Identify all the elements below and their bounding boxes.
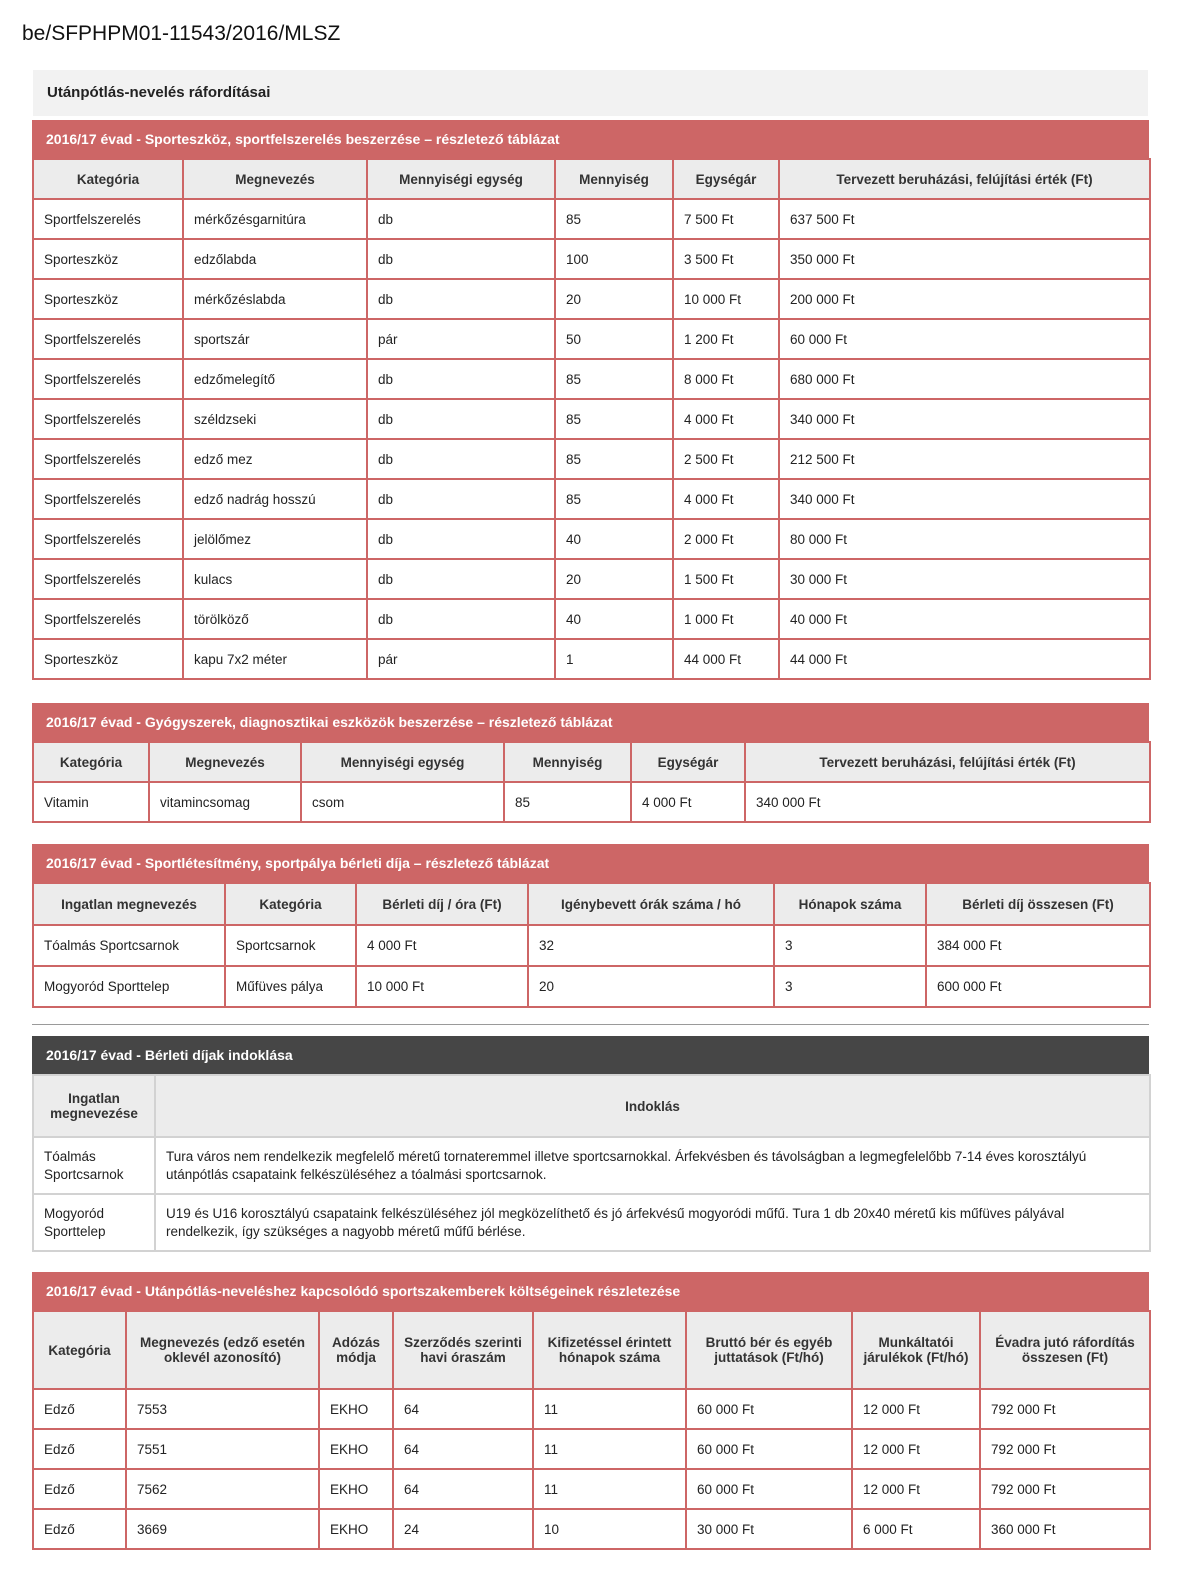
table-cell: 44 000 Ft (673, 639, 779, 679)
table-cell: 40 000 Ft (779, 599, 1150, 639)
table-cell: edzőmelegítő (183, 359, 367, 399)
table-cell: 10 000 Ft (356, 966, 528, 1007)
table-cell: 384 000 Ft (926, 925, 1150, 966)
table-cell: 2 000 Ft (673, 519, 779, 559)
table-cell: db (367, 199, 555, 239)
table-cell: pár (367, 639, 555, 679)
table-cell: Sportfelszerelés (33, 199, 183, 239)
column-header: Megnevezés (149, 742, 301, 782)
table-cell: 637 500 Ft (779, 199, 1150, 239)
table-row (33, 966, 1150, 1007)
table-cell: 60 000 Ft (779, 319, 1150, 359)
table-cell: 64 (393, 1469, 533, 1509)
table-cell: 792 000 Ft (980, 1429, 1150, 1469)
table-cell: 10 (533, 1509, 686, 1549)
column-header: Kategória (33, 742, 149, 782)
table-cell: 44 000 Ft (779, 639, 1150, 679)
table-cell: 1 500 Ft (673, 559, 779, 599)
table-cell: edző nadrág hosszú (183, 479, 367, 519)
table-cell: 7 500 Ft (673, 199, 779, 239)
table-cell: mérkőzésgarnitúra (183, 199, 367, 239)
column-header: Mennyiségi egység (367, 159, 555, 199)
table-cell: 60 000 Ft (686, 1389, 852, 1429)
table-cell: sportszár (183, 319, 367, 359)
column-header: Mennyiség (504, 742, 631, 782)
table-cell: Műfüves pálya (225, 966, 356, 1007)
column-header: Bérleti díj összesen (Ft) (926, 883, 1150, 925)
table-cell: 85 (555, 479, 673, 519)
table-cell: széldzseki (183, 399, 367, 439)
table-row (33, 199, 1150, 239)
table-cell: 24 (393, 1509, 533, 1549)
table-cell: db (367, 519, 555, 559)
column-header: Egységár (673, 159, 779, 199)
table-cell: 350 000 Ft (779, 239, 1150, 279)
table-cell: U19 és U16 korosztályú csapataink felkészüléséhez jól megközelíthető és jó árfekvésű mogyoródi műfű. Tura 1 db 20x40 méretű kis műfüves pályával rendelkezik, így szükséges a nagyobb méretű műfű bérlése. (155, 1194, 1150, 1251)
table-cell: 85 (555, 399, 673, 439)
table-cell: 20 (555, 559, 673, 599)
table-cell: db (367, 239, 555, 279)
table-cell: Sportfelszerelés (33, 599, 183, 639)
table-cell: 4 000 Ft (673, 399, 779, 439)
column-header: Bruttó bér és egyéb juttatások (Ft/hó) (686, 1311, 852, 1389)
table-cell: 1 200 Ft (673, 319, 779, 359)
table-cell: pár (367, 319, 555, 359)
table-cell: Edző (33, 1509, 126, 1549)
table-cell: EKHO (319, 1429, 393, 1469)
table-cell: 11 (533, 1429, 686, 1469)
table-cell: 85 (504, 782, 631, 822)
table-cell: 7553 (126, 1389, 319, 1429)
table-cell: db (367, 439, 555, 479)
column-header: Egységár (631, 742, 745, 782)
table-cell: edzőlabda (183, 239, 367, 279)
column-header: Mennyiség (555, 159, 673, 199)
column-header: Adózás módja (319, 1311, 393, 1389)
table-cell: Edző (33, 1429, 126, 1469)
justification-block (32, 1036, 1149, 1252)
table-cell: 680 000 Ft (779, 359, 1150, 399)
table-cell: 10 000 Ft (673, 279, 779, 319)
table-row (33, 399, 1150, 439)
column-header: Megnevezés (edző esetén oklevél azonosító) (126, 1311, 319, 1389)
table-cell: Sportfelszerelés (33, 319, 183, 359)
table-cell: Tura város nem rendelkezik megfelelő méretű tornateremmel illetve sportcsarnokkal. Árfekvésben és távolságban a legmegfelelőbb 7-14 éves korosztályú utánpótlás csapataink felkészüléséhez a tóalmási sportcsarnok. (155, 1137, 1150, 1194)
justification-table (32, 1074, 1151, 1252)
table-cell: 340 000 Ft (745, 782, 1150, 822)
column-header: Bérleti díj / óra (Ft) (356, 883, 528, 925)
column-header: Megnevezés (183, 159, 367, 199)
table-cell: Tóalmás Sportcsarnok (33, 1137, 155, 1194)
table-cell: vitamincsomag (149, 782, 301, 822)
table-cell: Sportfelszerelés (33, 559, 183, 599)
table-cell: 12 000 Ft (852, 1469, 980, 1509)
column-header: Hónapok száma (774, 883, 926, 925)
table-cell: kapu 7x2 méter (183, 639, 367, 679)
table-cell: 12 000 Ft (852, 1389, 980, 1429)
column-header: Tervezett beruházási, felújítási érték (Ft) (779, 159, 1150, 199)
table-cell: 3 (774, 966, 926, 1007)
table-cell: 792 000 Ft (980, 1389, 1150, 1429)
column-header: Ingatlan megnevezése (33, 1075, 155, 1137)
staff-title: 2016/17 évad - Utánpótlás-neveléshez kapcsolódó sportszakemberek költségeinek részletezése (32, 1272, 1149, 1310)
medicine-block (32, 703, 1149, 823)
table-cell: 11 (533, 1389, 686, 1429)
table-cell: Vitamin (33, 782, 149, 822)
column-header: Kifizetéssel érintett hónapok száma (533, 1311, 686, 1389)
table-cell: Sportfelszerelés (33, 479, 183, 519)
table-row (33, 279, 1150, 319)
table-header-row (33, 742, 1150, 782)
table-cell: EKHO (319, 1469, 393, 1509)
table-cell: 100 (555, 239, 673, 279)
table-cell: db (367, 359, 555, 399)
staff-block (32, 1272, 1149, 1550)
table-cell: 3 500 Ft (673, 239, 779, 279)
justification-title: 2016/17 évad - Bérleti díjak indoklása (32, 1036, 1149, 1074)
column-header: Mennyiségi egység (301, 742, 504, 782)
table-cell: 8 000 Ft (673, 359, 779, 399)
equipment-table (32, 158, 1151, 680)
table-row (33, 559, 1150, 599)
table-cell: Edző (33, 1389, 126, 1429)
table-row (33, 782, 1150, 822)
table-cell: Sportfelszerelés (33, 399, 183, 439)
medicine-table (32, 741, 1151, 823)
table-cell: 200 000 Ft (779, 279, 1150, 319)
table-cell: 40 (555, 519, 673, 559)
column-header: Szerződés szerinti havi óraszám (393, 1311, 533, 1389)
rental-block (32, 844, 1149, 1008)
table-cell: 212 500 Ft (779, 439, 1150, 479)
table-cell: 600 000 Ft (926, 966, 1150, 1007)
rental-title: 2016/17 évad - Sportlétesítmény, sportpálya bérleti díja – részletező táblázat (32, 844, 1149, 882)
table-cell: 12 000 Ft (852, 1429, 980, 1469)
table-cell: 7551 (126, 1429, 319, 1469)
table-cell: 60 000 Ft (686, 1469, 852, 1509)
column-header: Kategória (33, 1311, 126, 1389)
table-row (33, 1509, 1150, 1549)
table-cell: Sporteszköz (33, 639, 183, 679)
staff-table (32, 1310, 1151, 1550)
table-cell: 4 000 Ft (673, 479, 779, 519)
equipment-title: 2016/17 évad - Sporteszköz, sportfelszerelés beszerzése – részletező táblázat (32, 120, 1149, 158)
table-cell: 64 (393, 1429, 533, 1469)
table-cell: db (367, 279, 555, 319)
table-row (33, 439, 1150, 479)
table-row (33, 319, 1150, 359)
table-cell: Sportcsarnok (225, 925, 356, 966)
table-cell: törölköző (183, 599, 367, 639)
column-header: Kategória (225, 883, 356, 925)
table-cell: 792 000 Ft (980, 1469, 1150, 1509)
table-cell: Mogyoród Sporttelep (33, 966, 225, 1007)
table-cell: Tóalmás Sportcsarnok (33, 925, 225, 966)
table-cell: EKHO (319, 1509, 393, 1549)
equipment-block (32, 120, 1149, 680)
table-cell: edző mez (183, 439, 367, 479)
medicine-title: 2016/17 évad - Gyógyszerek, diagnosztikai eszközök beszerzése – részletező táblázat (32, 703, 1149, 741)
column-header: Indoklás (155, 1075, 1150, 1137)
table-cell: Mogyoród Sporttelep (33, 1194, 155, 1251)
table-cell: 1 (555, 639, 673, 679)
column-header: Évadra jutó ráfordítás összesen (Ft) (980, 1311, 1150, 1389)
table-row (33, 519, 1150, 559)
column-header: Igénybevett órák száma / hó (528, 883, 774, 925)
table-cell: 2 500 Ft (673, 439, 779, 479)
table-cell: 1 000 Ft (673, 599, 779, 639)
document-id: be/SFPHPM01-11543/2016/MLSZ (22, 22, 341, 45)
table-cell: 11 (533, 1469, 686, 1509)
column-header: Ingatlan megnevezés (33, 883, 225, 925)
table-cell: 40 (555, 599, 673, 639)
table-cell: 4 000 Ft (631, 782, 745, 822)
rental-table (32, 882, 1151, 1008)
table-cell: 85 (555, 199, 673, 239)
table-cell: 360 000 Ft (980, 1509, 1150, 1549)
table-cell: 80 000 Ft (779, 519, 1150, 559)
column-header: Tervezett beruházási, felújítási érték (Ft) (745, 742, 1150, 782)
table-cell: 7562 (126, 1469, 319, 1509)
table-row (33, 1194, 1150, 1251)
table-header-row (33, 159, 1150, 199)
table-cell: 20 (555, 279, 673, 319)
table-cell: 30 000 Ft (779, 559, 1150, 599)
table-cell: 4 000 Ft (356, 925, 528, 966)
table-cell: 3 (774, 925, 926, 966)
table-cell: Sportfelszerelés (33, 439, 183, 479)
table-header-row (33, 1311, 1150, 1389)
table-cell: Sporteszköz (33, 279, 183, 319)
table-cell: mérkőzéslabda (183, 279, 367, 319)
table-row (33, 1469, 1150, 1509)
table-cell: 32 (528, 925, 774, 966)
column-header: Munkáltatói járulékok (Ft/hó) (852, 1311, 980, 1389)
table-cell: EKHO (319, 1389, 393, 1429)
table-cell: Edző (33, 1469, 126, 1509)
table-row (33, 599, 1150, 639)
section-divider (32, 1024, 1149, 1025)
table-cell: Sportfelszerelés (33, 359, 183, 399)
table-cell: 85 (555, 359, 673, 399)
table-cell: 20 (528, 966, 774, 1007)
table-row (33, 925, 1150, 966)
table-header-row (33, 883, 1150, 925)
table-row (33, 1137, 1150, 1194)
table-cell: 6 000 Ft (852, 1509, 980, 1549)
table-cell: Sporteszköz (33, 239, 183, 279)
table-header-row (33, 1075, 1150, 1137)
table-cell: 50 (555, 319, 673, 359)
table-row (33, 239, 1150, 279)
table-row (33, 639, 1150, 679)
table-cell: db (367, 559, 555, 599)
table-cell: jelölőmez (183, 519, 367, 559)
column-header: Kategória (33, 159, 183, 199)
table-cell: csom (301, 782, 504, 822)
table-cell: 85 (555, 439, 673, 479)
table-cell: db (367, 479, 555, 519)
table-row (33, 359, 1150, 399)
table-row (33, 1389, 1150, 1429)
table-cell: Sportfelszerelés (33, 519, 183, 559)
table-cell: 30 000 Ft (686, 1509, 852, 1549)
table-cell: 64 (393, 1389, 533, 1429)
table-cell: db (367, 399, 555, 439)
table-row (33, 479, 1150, 519)
table-cell: db (367, 599, 555, 639)
table-cell: 340 000 Ft (779, 399, 1150, 439)
table-cell: 3669 (126, 1509, 319, 1549)
section-title: Utánpótlás-nevelés ráfordításai (33, 70, 1148, 116)
table-cell: 60 000 Ft (686, 1429, 852, 1469)
table-row (33, 1429, 1150, 1469)
table-cell: kulacs (183, 559, 367, 599)
table-cell: 340 000 Ft (779, 479, 1150, 519)
